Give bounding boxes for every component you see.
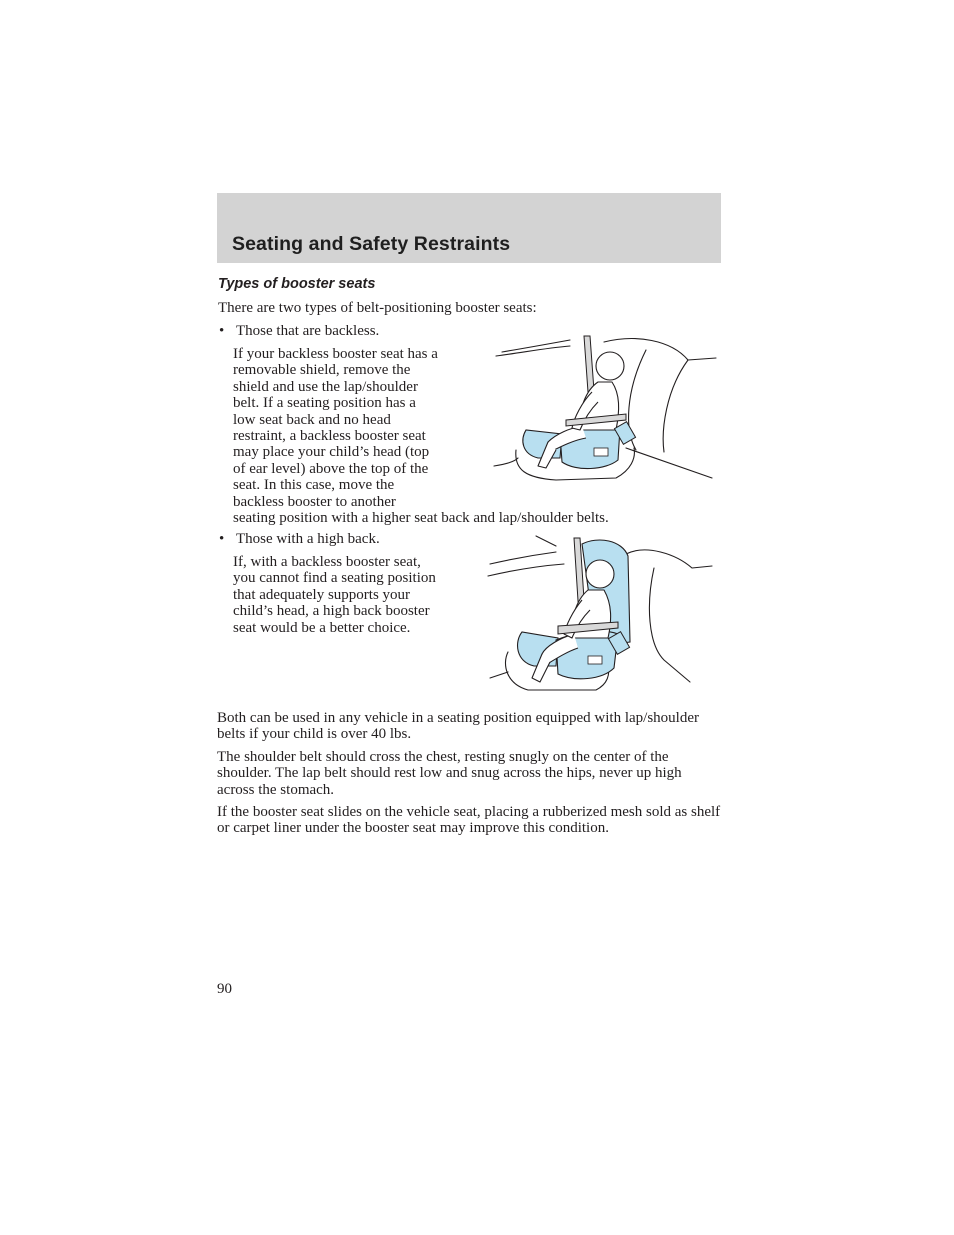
- description-line: If your backless booster seat has a: [233, 346, 438, 362]
- paragraph-both: Both can be used in any vehicle in a seating position equipped with lap/shoulder belts if your child is over 40 lbs.: [217, 710, 699, 743]
- bullet-marker: •: [219, 323, 225, 339]
- description-line: low seat back and no head: [233, 411, 391, 428]
- high-back-booster-illustration: [486, 534, 714, 694]
- description-line: child’s head, a high back booster: [233, 603, 430, 620]
- bullet-label: Those with a high back.: [236, 531, 380, 547]
- description-line: seat would be a better choice.: [233, 619, 411, 636]
- paragraph-shoulder-belt: The shoulder belt should cross the chest, resting snugly on the center of the shoulder. The lap belt should rest low and snug across the hips, never up high across the stomach.: [217, 749, 682, 798]
- page-number: 90: [217, 981, 232, 997]
- description-line: seat. In this case, move the: [233, 477, 395, 494]
- high-back-description: [233, 554, 436, 636]
- description-line: restraint, a backless booster seat: [233, 428, 426, 445]
- description-line: of ear level) above the top of the: [233, 460, 429, 477]
- subheading: Types of booster seats: [218, 276, 376, 292]
- section-title: Seating and Safety Restraints: [232, 233, 511, 255]
- bullet-label: Those that are backless.: [236, 323, 380, 339]
- section-header-band: [217, 193, 721, 263]
- description-line: that adequately supports your: [233, 586, 411, 603]
- description-line: removable shield, remove the: [233, 362, 411, 379]
- description-line: may place your child’s head (top: [233, 444, 430, 461]
- intro-text: There are two types of belt-positioning booster seats:: [218, 300, 537, 316]
- description-line: belt. If a seating position has a: [233, 395, 416, 412]
- description-line: If, with a backless booster seat,: [233, 554, 421, 570]
- paragraph-sliding-seat: If the booster seat slides on the vehicle seat, placing a rubberized mesh sold as shelf or carpet liner under the booster seat may improve this condition.: [217, 804, 721, 837]
- description-line: seating position with a higher seat back and lap/shoulder belts.: [233, 510, 609, 527]
- description-line: you cannot find a seating position: [233, 570, 436, 587]
- description-line: backless booster to another: [233, 493, 396, 510]
- backless-booster-illustration: [486, 330, 718, 482]
- description-line: shield and use the lap/shoulder: [233, 378, 418, 395]
- bullet-marker: •: [219, 531, 225, 547]
